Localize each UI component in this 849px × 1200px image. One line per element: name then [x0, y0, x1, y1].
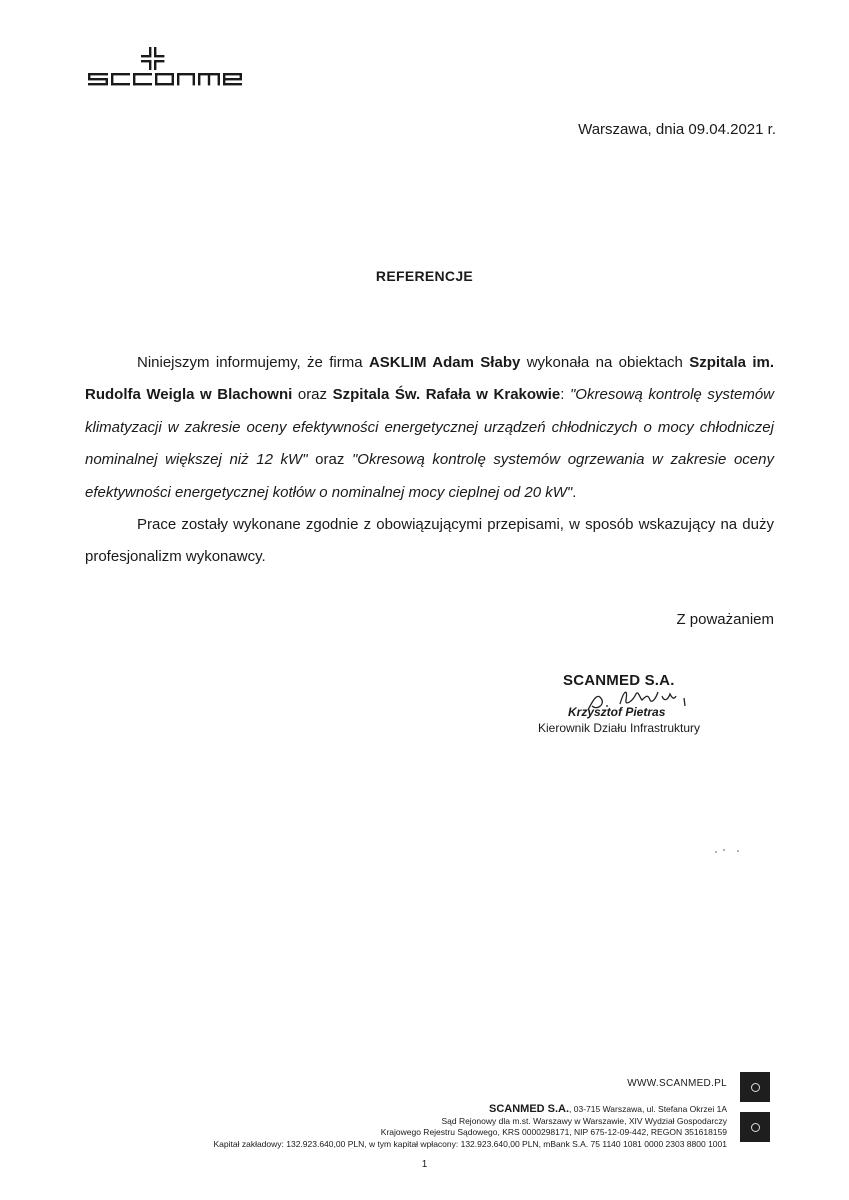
stamp-company: SCANMED S.A. — [563, 672, 675, 689]
footer-company-info — [213, 1104, 727, 1150]
globe-icon — [740, 1072, 770, 1102]
letter-date: Warszawa, dnia 09.04.2021 r. — [578, 121, 776, 138]
text-segment: oraz — [292, 386, 333, 404]
footer-website[interactable]: WWW.SCANMED.PL — [627, 1078, 727, 1089]
service-quote-cooling: "Okresową kontrolę systemów klimatyzacji w zakresie oceny efektywności energetycznej urządzeń chłodniczych o mocy chłodniczej nominalnej większej niż 12 kW" — [85, 386, 775, 469]
paragraph-conclusion: Prace zostały wykonane zgodnie z obowiązującymi przepisami, w sposób wskazujący na duży profesjonalizm wykonawcy. — [85, 516, 774, 566]
text-segment: : — [560, 386, 570, 404]
logo-graphic — [86, 45, 246, 95]
footer-court: Sąd Rejonowy dla m.st. Warszawy w Warszawie, XIV Wydział Gospodarczy — [441, 1115, 727, 1126]
closing-salutation: Z poważaniem — [676, 611, 774, 628]
location-pin-icon — [740, 1112, 770, 1142]
footer-registry: Krajowego Rejestru Sądowego, KRS 0000298171, NIP 675-12-09-442, REGON 351618159 — [380, 1127, 727, 1137]
text-segment: Niniejszym informujemy, że firma — [137, 354, 369, 371]
text-segment: wykonała na obiektach — [520, 354, 690, 371]
paragraph-intro — [85, 347, 774, 509]
letter-body — [85, 347, 774, 574]
signatory-name: Krzysztof Pietras — [568, 705, 666, 719]
signatory-role: Kierownik Działu Infrastruktury — [538, 721, 701, 735]
scan-specks — [712, 846, 742, 856]
footer-capital: Kapitał zakładowy: 132.923.640,00 PLN, w tym kapitał wpłacony: 132.923.640,00 PLN, mBank S.A. 75 1140 1081 0000 2303 8800 1001 — [213, 1138, 727, 1149]
hospital-blachownia: Szpitala im. Rudolfa Weigla w Blachowni — [85, 354, 774, 404]
footer-company-line — [213, 1104, 727, 1116]
footer-company-name: SCANMED S.A. — [488, 1103, 570, 1115]
letter-title: REFERENCJE — [375, 268, 474, 284]
service-quote-heating: "Okresową kontrolę systemów ogrzewania w zakresie oceny efektywności energetycznej kotłów o nominalnej mocy cieplnej od 20 kW" — [85, 451, 774, 501]
contractor-name: ASKLIM Adam Słaby — [368, 354, 521, 371]
text-segment: oraz — [307, 451, 352, 469]
footer-address: , 03-715 Warszawa, ul. Stefana Okrzei 1A — [569, 1104, 727, 1114]
scanmed-logo — [86, 45, 246, 95]
text-segment: . — [572, 483, 577, 501]
page-number: 1 — [421, 1159, 428, 1170]
hospital-krakow: Szpitala Św. Rafała w Krakowie — [332, 386, 561, 404]
